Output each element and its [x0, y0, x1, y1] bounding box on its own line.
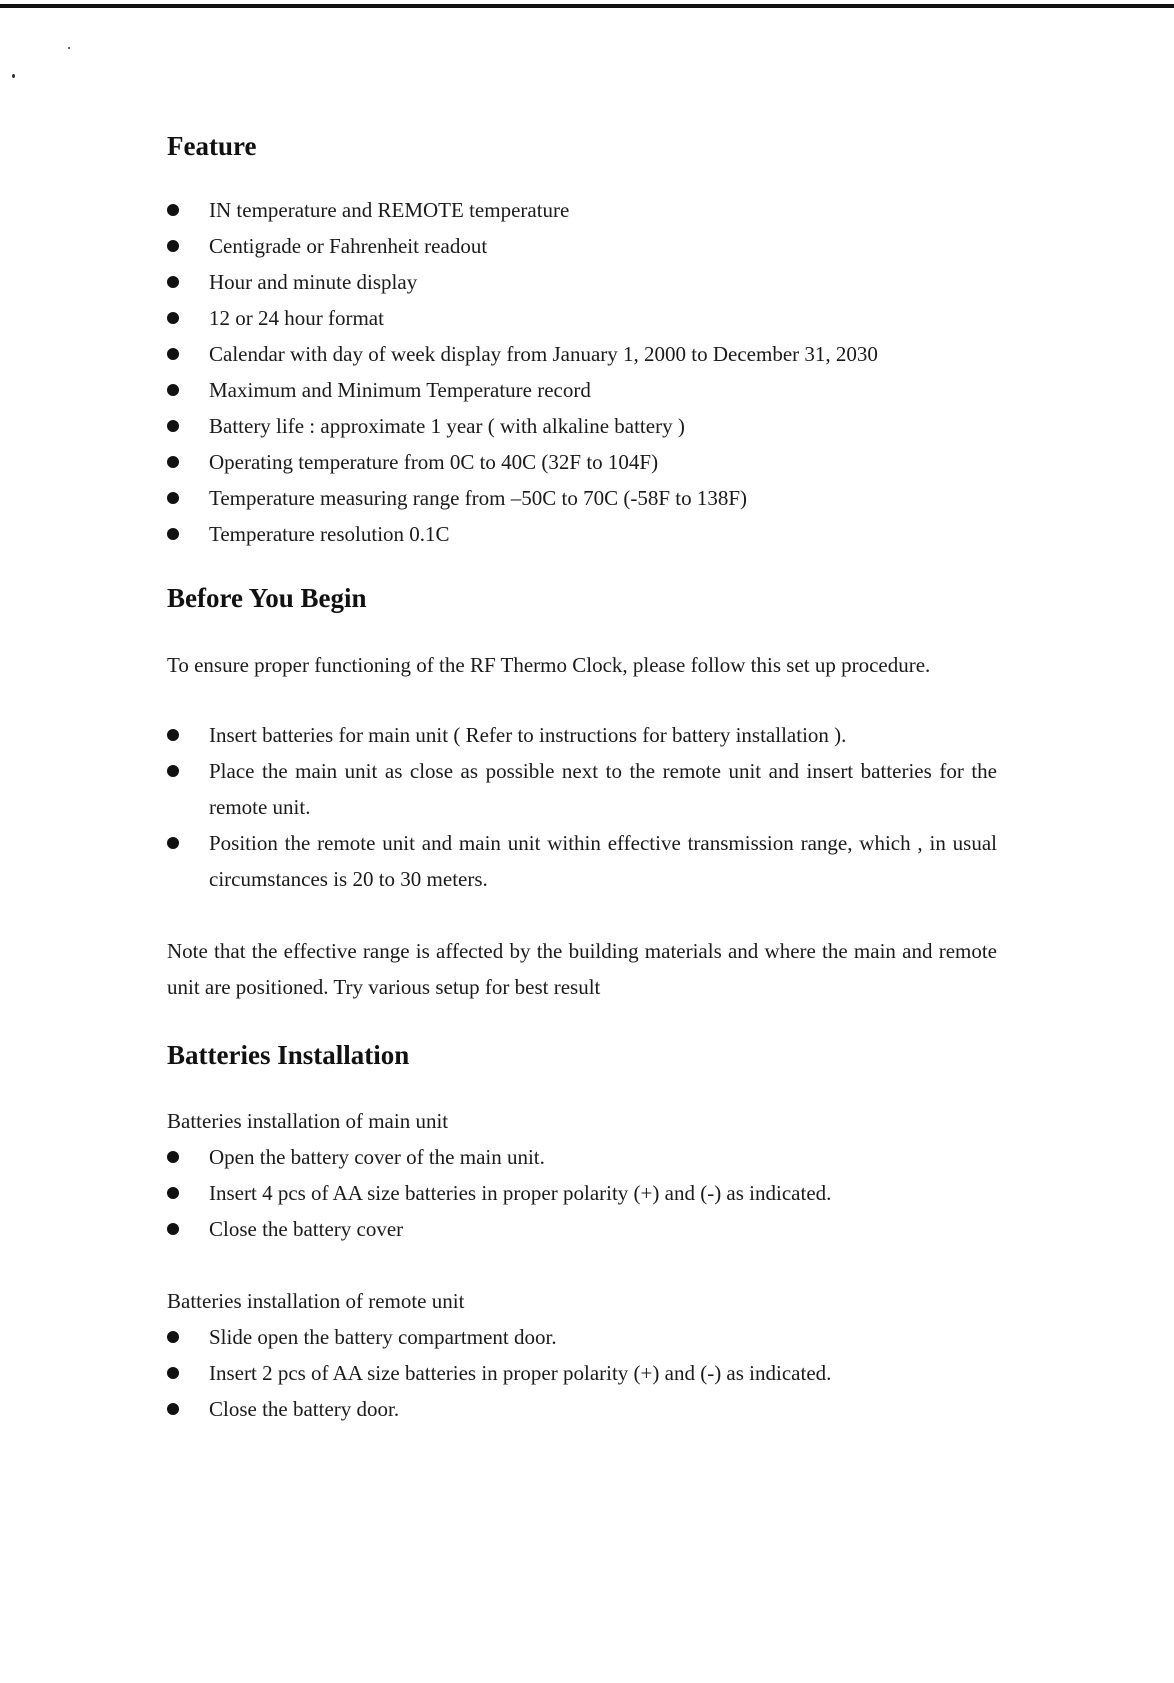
remote-unit-steps-list: [167, 1319, 997, 1427]
bullet-icon: [167, 348, 179, 360]
feature-heading: Feature: [167, 131, 257, 161]
setup-steps-list: [167, 717, 997, 897]
list-item: [167, 1175, 997, 1211]
list-item-text: Operating temperature from 0C to 40C (32F to 104F): [209, 450, 659, 475]
bullet-icon: [167, 312, 179, 324]
bullet-icon: [167, 492, 179, 504]
batteries-installation-heading: Batteries Installation: [167, 1039, 410, 1070]
list-item-text: Hour and minute display: [209, 270, 418, 295]
list-item: [167, 1211, 997, 1247]
bullet-icon: [167, 204, 179, 216]
scan-speck: [68, 47, 70, 49]
bullet-icon: [167, 1187, 179, 1199]
bullet-icon: [167, 528, 179, 540]
bullet-icon: [167, 837, 179, 849]
bullet-icon: [167, 456, 179, 468]
scan-speck: [12, 74, 15, 78]
list-item-text: Open the battery cover of the main unit.: [209, 1145, 545, 1170]
list-item-text: Insert 4 pcs of AA size batteries in proper polarity (+) and (-) as indicated.: [209, 1181, 832, 1206]
bullet-icon: [167, 420, 179, 432]
list-item: [167, 825, 997, 897]
list-item: [167, 444, 997, 480]
list-item: [167, 480, 997, 516]
list-item: [167, 1355, 997, 1391]
list-item: [167, 228, 997, 264]
list-item-text: Battery life : approximate 1 year ( with alkaline battery ): [209, 414, 685, 439]
setup-intro-paragraph: To ensure proper functioning of the RF Thermo Clock, please follow this set up procedure.: [167, 652, 931, 677]
list-item: [167, 516, 997, 552]
list-item: [167, 1391, 997, 1427]
list-item-text: Insert 2 pcs of AA size batteries in proper polarity (+) and (-) as indicated.: [209, 1361, 832, 1386]
before-you-begin-heading: Before You Begin: [167, 583, 367, 614]
list-item-text: Centigrade or Fahrenheit readout: [209, 234, 488, 259]
list-item-text: Close the battery door.: [209, 1397, 400, 1422]
bullet-icon: [167, 1331, 179, 1343]
list-item-text: Slide open the battery compartment door.: [209, 1325, 557, 1350]
bullet-icon: [167, 1223, 179, 1235]
list-item-text: Calendar with day of week display from January 1, 2000 to December 31, 2030: [209, 342, 878, 367]
list-item: [167, 408, 997, 444]
list-item: [167, 1139, 997, 1175]
bullet-icon: [167, 729, 179, 741]
main-unit-steps-list: [167, 1139, 997, 1247]
list-item: [167, 717, 997, 753]
list-item: [167, 264, 997, 300]
list-item: [167, 300, 997, 336]
list-item-text: Insert batteries for main unit ( Refer to instructions for battery installation ).: [209, 722, 847, 747]
list-item-text: Position the remote unit and main unit within effective transmission range, which , in usual circumstances is 20 to 30 meters.: [209, 830, 997, 891]
top-border-line: [0, 4, 1174, 8]
list-item-text: 12 or 24 hour format: [209, 306, 384, 331]
bullet-icon: [167, 1151, 179, 1163]
list-item: [167, 372, 997, 408]
list-item: [167, 753, 997, 825]
range-note-paragraph: Note that the effective range is affected by the building materials and where the main and remote unit are positioned. Try various setup for best result: [167, 938, 997, 999]
list-item-text: Maximum and Minimum Temperature record: [209, 378, 591, 403]
list-item-text: Close the battery cover: [209, 1217, 404, 1242]
bullet-icon: [167, 765, 179, 777]
list-item: [167, 336, 997, 372]
bullet-icon: [167, 240, 179, 252]
main-unit-subheading: Batteries installation of main unit: [167, 1109, 449, 1134]
list-item: [167, 1319, 997, 1355]
bullet-icon: [167, 276, 179, 288]
document-page: [167, 130, 997, 1427]
feature-list: [167, 192, 997, 552]
list-item: [167, 192, 997, 228]
list-item-text: IN temperature and REMOTE temperature: [209, 198, 570, 223]
bullet-icon: [167, 384, 179, 396]
list-item-text: Temperature measuring range from –50C to 70C (-58F to 138F): [209, 486, 748, 511]
list-item-text: Place the main unit as close as possible next to the remote unit and insert batteries for the remote unit.: [209, 758, 997, 819]
remote-unit-subheading: Batteries installation of remote unit: [167, 1289, 465, 1314]
bullet-icon: [167, 1367, 179, 1379]
list-item-text: Temperature resolution 0.1C: [209, 522, 450, 547]
bullet-icon: [167, 1403, 179, 1415]
